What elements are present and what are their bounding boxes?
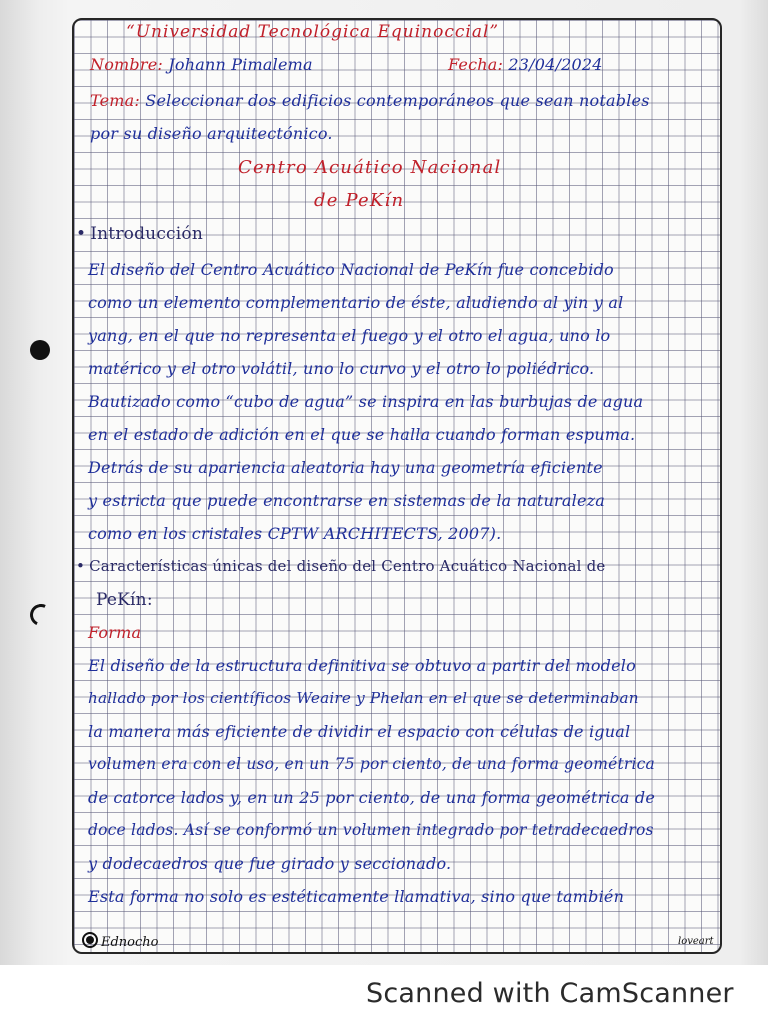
section-heading-features (76, 557, 605, 575)
name-value: Johann Pimalema (168, 55, 313, 74)
intro-line: matérico y el otro volátil, uno lo curvo y el otro lo poliédrico. (88, 359, 595, 378)
forma-line: Esta forma no solo es estéticamente llamativa, sino que también (88, 887, 625, 906)
intro-line: yang, en el que no representa el fuego y el otro el agua, uno lo (88, 326, 611, 345)
footer-brand-left (82, 932, 159, 950)
date-value: 23/04/2024 (508, 55, 603, 74)
section-heading-text: Características únicas del diseño del Centro Acuático Nacional de (89, 557, 606, 575)
topic-label: Tema: (90, 91, 140, 110)
intro-line: Detrás de su apariencia aleatoria hay una geometría eficiente (88, 458, 603, 477)
intro-line: en el estado de adición en el que se halla cuando forman espuma. (88, 425, 636, 444)
intro-line: como en los cristales CPTW ARCHITECTS, 2007). (88, 524, 502, 543)
brand-logo-icon (82, 932, 98, 948)
name-label: Nombre: (90, 55, 163, 74)
forma-line: y dodecaedros que fue girado y seccionado. (88, 854, 452, 873)
forma-line: volumen era con el uso, en un 75 por ciento, de una forma geométrica (88, 755, 655, 773)
date-label: Fecha: (448, 55, 504, 74)
intro-line: como un elemento complementario de éste, aludiendo al yin y al (88, 293, 624, 312)
date-row (448, 55, 603, 74)
topic-line-1: Seleccionar dos edificios contemporáneos que sean notables (145, 91, 650, 110)
binder-hole-icon (30, 340, 50, 360)
forma-line: doce lados. Así se conformó un volumen integrado por tetradecaedros (88, 821, 654, 839)
intro-line: El diseño del Centro Acuático Nacional de PeKín fue concebido (88, 260, 614, 279)
page-title-line-1: Centro Acuático Nacional (238, 157, 502, 178)
topic-line-2: por su diseño arquitectónico. (90, 124, 333, 143)
subheading-forma: Forma (88, 623, 142, 642)
scanner-watermark: Scanned with CamScanner (366, 978, 734, 1009)
footer-brand-left-text: Ednocho (101, 935, 159, 950)
section-heading-intro (76, 224, 203, 244)
section-heading-text: Introducción (90, 224, 203, 244)
bullet-icon: • (76, 224, 87, 244)
forma-line: la manera más eficiente de dividir el espacio con células de igual (88, 722, 631, 741)
footer-brand-right: loveart (678, 936, 714, 947)
intro-line: Bautizado como “cubo de agua” se inspira en las burbujas de agua (88, 392, 644, 411)
grid-notebook-page (72, 18, 722, 954)
section-heading-features-cont: PeKín: (96, 590, 153, 610)
intro-line: y estricta que puede encontrarse en sistemas de la naturaleza (88, 491, 605, 510)
forma-line: de catorce lados y, en un 25 por ciento, de una forma geométrica de (88, 788, 656, 807)
page-title-line-2: de PeKín (314, 190, 405, 211)
topic-row (90, 91, 650, 110)
forma-line: hallado por los científicos Weaire y Phelan en el que se determinaban (88, 689, 639, 707)
bullet-icon: • (76, 557, 86, 575)
university-title: “Universidad Tecnológica Equinoccial” (126, 22, 500, 42)
name-row (90, 55, 313, 74)
forma-line: El diseño de la estructura definitiva se obtuvo a partir del modelo (88, 656, 636, 675)
